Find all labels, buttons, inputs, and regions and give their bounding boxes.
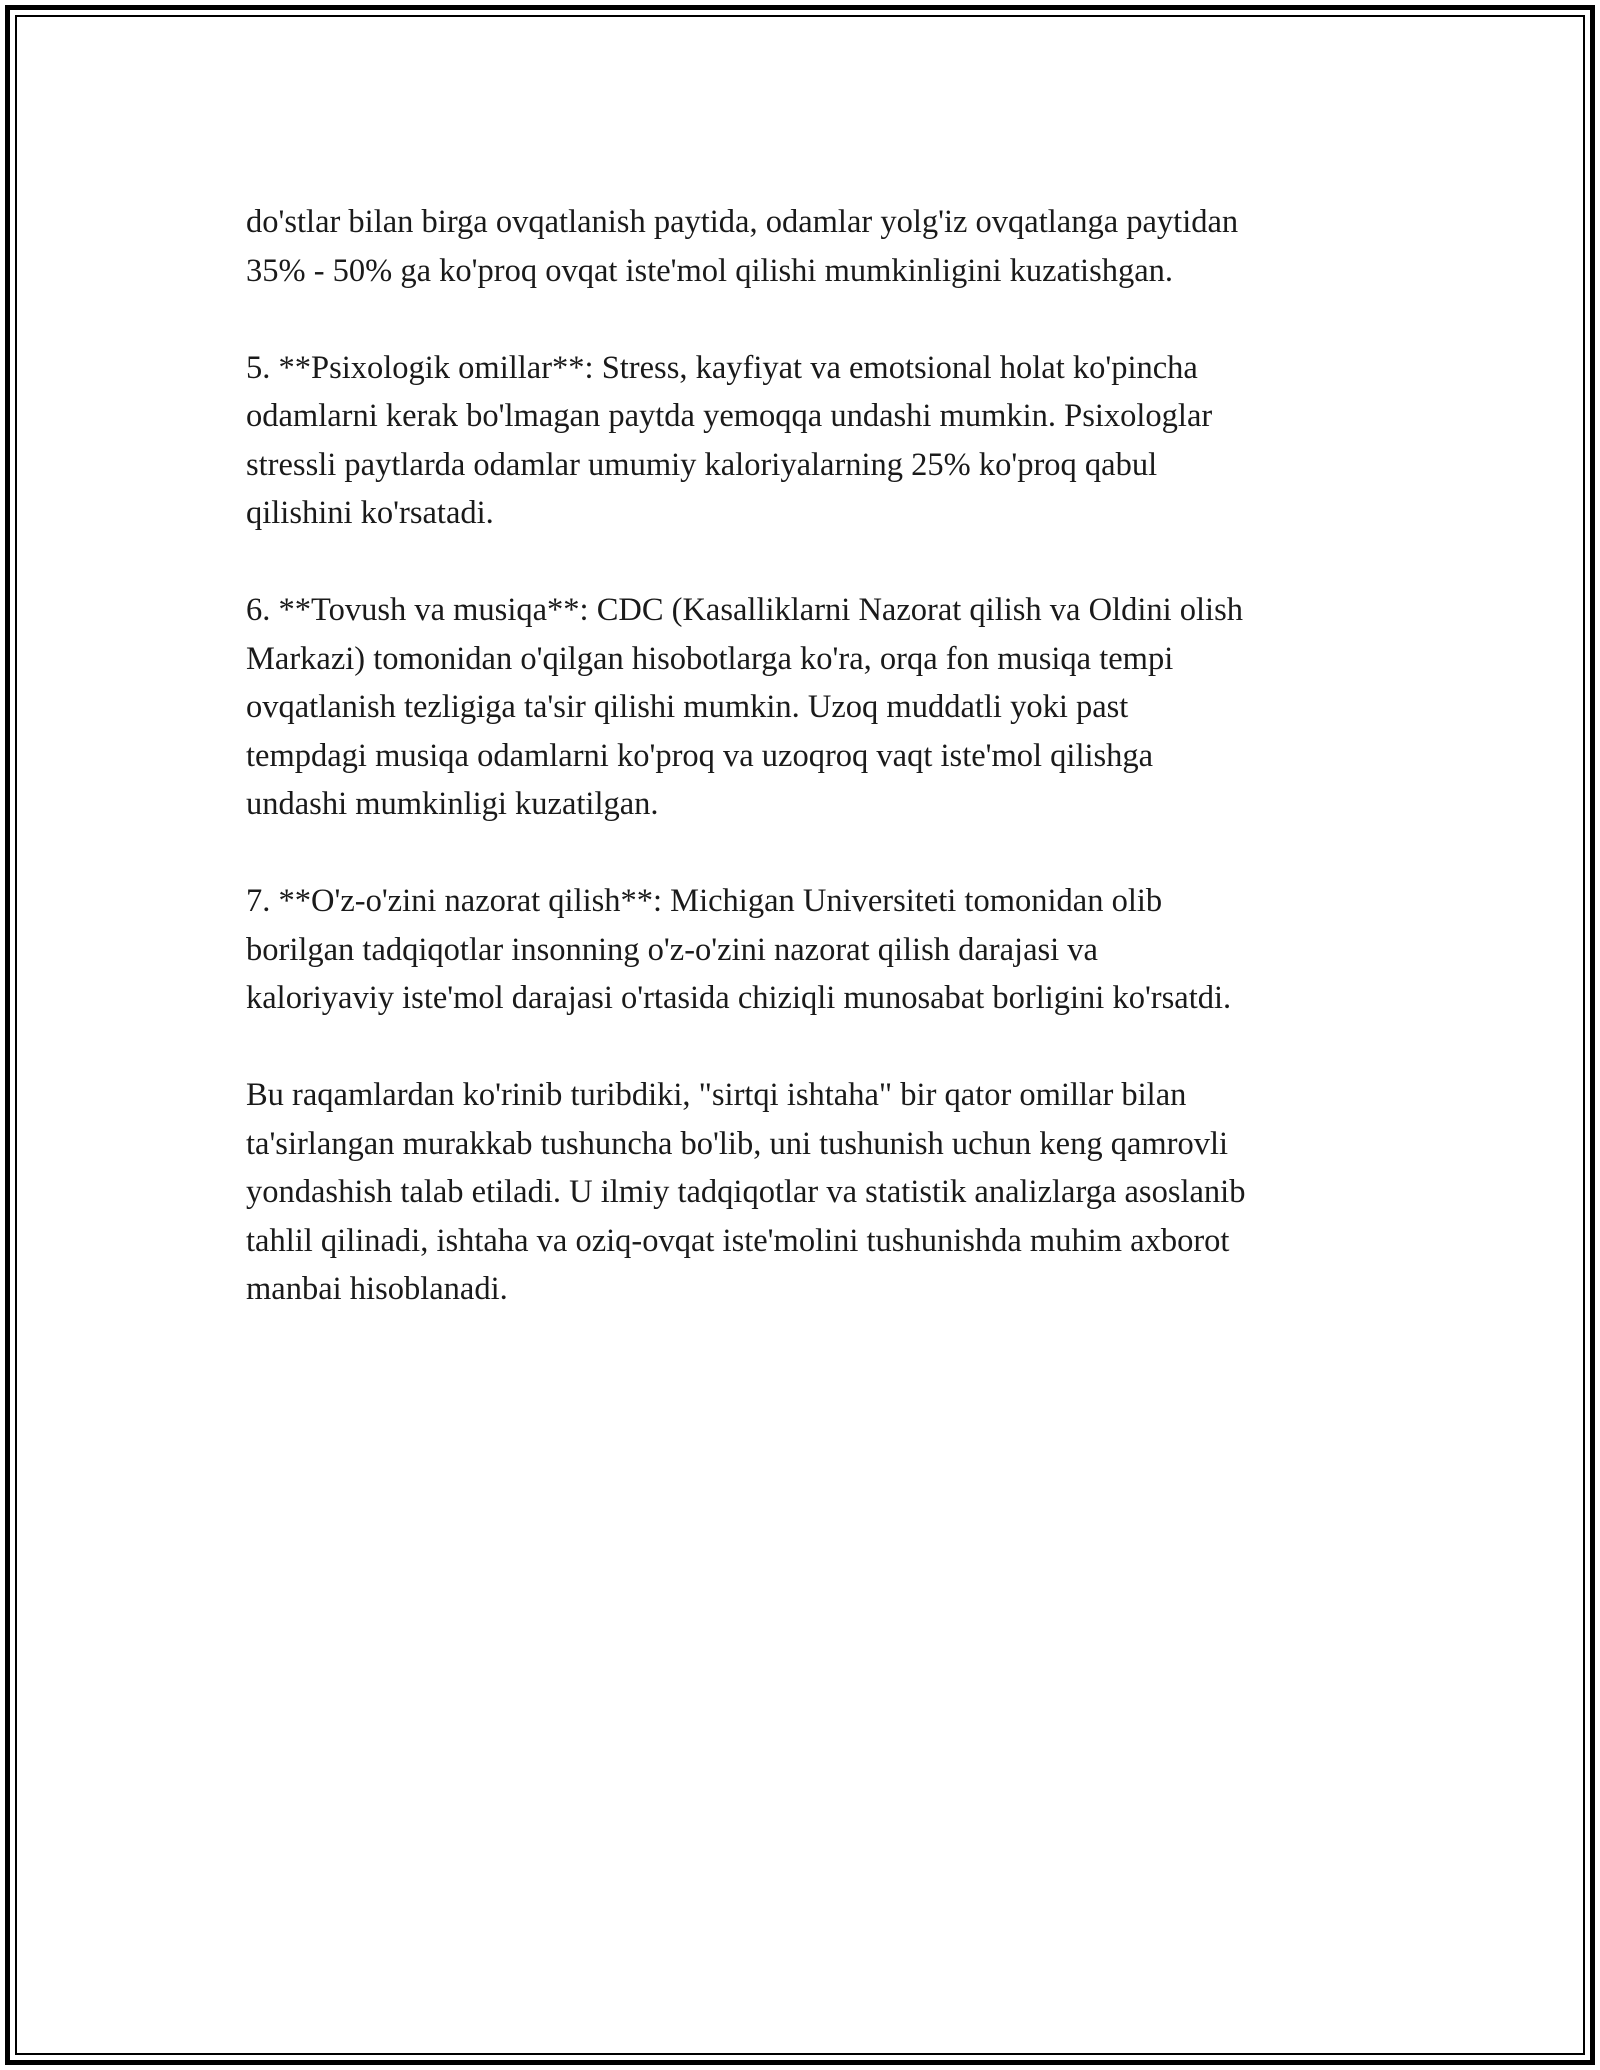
paragraph-psychological-factors: 5. **Psixologik omillar**: Stress, kayfiyat va emotsional holat ko'pincha odamlarni kerak bo'lmagan paytda yemoqqa undashi mumkin. Psixologlar stressli paytlarda odamlar umumiy kaloriyalarning 25% ko'proq qabul qilishini ko'rsatadi. <box>246 349 1213 531</box>
paragraph-sound-and-music: 6. **Tovush va musiqa**: CDC (Kasalliklarni Nazorat qilish va Oldini olish Markazi) tomonidan o'qilgan hisobotlarga ko'ra, orqa fon musiqa tempi ovqatlanish tezligiga ta'sir qilishi mumkin. Uzoq muddatli yoki past tempdagi musiqa odamlarni ko'proq va uzoqroq vaqt iste'mol qilishga undashi mumkinligi kuzatilgan. <box>246 592 1243 822</box>
document-body <box>246 198 1396 1362</box>
paragraph-conclusion: Bu raqamlardan ko'rinib turibdiki, "sirtqi ishtaha" bir qator omillar bilan ta'sirlangan murakkab tushuncha bo'lib, uni tushunish uchun keng qamrovli yondashish talab etiladi. U ilmiy tadqiqotlar va statistik analizlarga asoslanib tahlil qilinadi, ishtaha va oziq-ovqat iste'molini tushunishda muhim axborot manbai hisoblanadi. <box>246 1077 1246 1307</box>
page-frame <box>5 5 1595 2065</box>
paragraph-self-control: 7. **O'z-o'zini nazorat qilish**: Michigan Universiteti tomonidan olib borilgan tadqiqotlar insonning o'z-o'zini nazorat qilish darajasi va kaloriyaviy iste'mol darajasi o'rtasida chiziqli munosabat borligini ko'rsatdi. <box>246 883 1232 1016</box>
paragraph-social-eating: do'stlar bilan birga ovqatlanish paytida, odamlar yolg'iz ovqatlanga paytidan 35% - 50% ga ko'proq ovqat iste'mol qilishi mumkinligini kuzatishgan. <box>246 204 1239 289</box>
